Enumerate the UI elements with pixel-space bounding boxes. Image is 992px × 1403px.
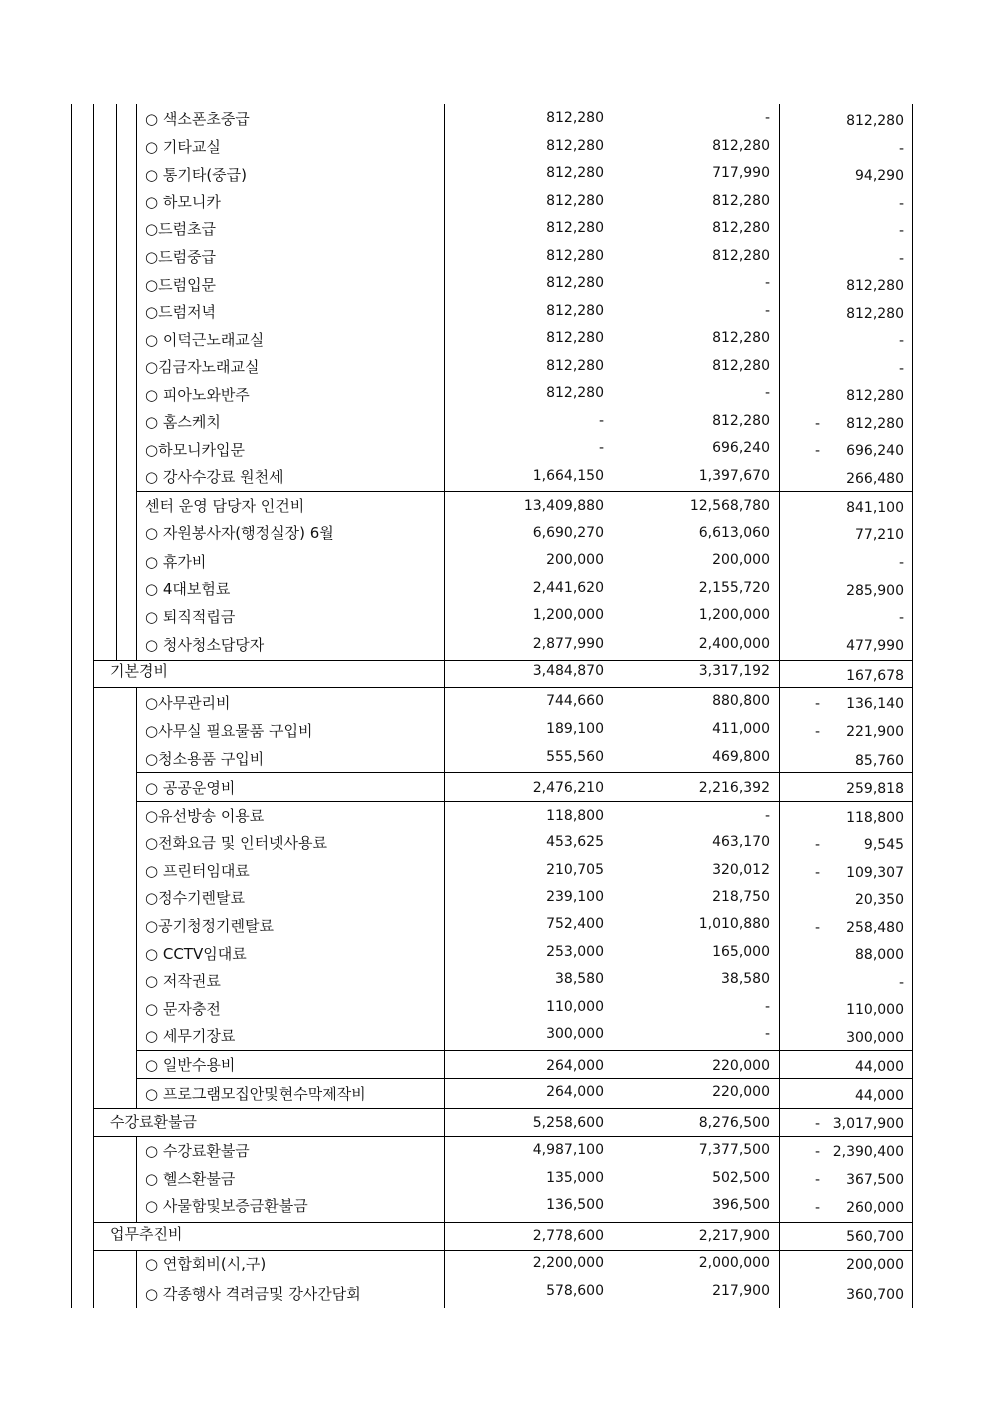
negative-sign: - [815, 920, 821, 936]
budget-value: 555,560 [546, 749, 604, 765]
row-label: ○사무관리비 [145, 694, 231, 712]
row-label: ○ CCTV임대료 [145, 945, 247, 963]
row-label: ○ 퇴직적립금 [145, 608, 236, 626]
row-label: ○ 프로그램모집안및현수막제작비 [145, 1085, 366, 1103]
difference-value: 3,017,900 [832, 1116, 904, 1132]
actual-value: - [764, 303, 770, 319]
negative-sign: - [815, 865, 821, 881]
difference-value: 812,280 [846, 113, 904, 129]
row-label: ○ 청사청소담당자 [145, 636, 265, 654]
level2-line-d [136, 1137, 137, 1222]
level2-line-b [136, 104, 137, 660]
budget-value: 2,200,000 [532, 1255, 604, 1271]
budget-value: - [598, 440, 604, 456]
row-label: ○ 피아노와반주 [145, 386, 250, 404]
actual-value: 411,000 [712, 721, 770, 737]
budget-value: 13,409,880 [523, 498, 604, 514]
difference-value: 44,000 [855, 1088, 904, 1104]
negative-sign: - [815, 1172, 821, 1188]
budget-value: 812,280 [546, 138, 604, 154]
negative-sign: - [815, 416, 821, 432]
actual-value: 1,397,670 [698, 468, 770, 484]
difference-value: - [898, 223, 904, 239]
difference-value: 300,000 [846, 1030, 904, 1046]
budget-value: 239,100 [546, 889, 604, 905]
actual-value: 2,216,392 [698, 780, 770, 796]
difference-value: - [898, 555, 904, 571]
row-label: ○ 색소폰초중급 [145, 110, 250, 128]
difference-value: 696,240 [846, 443, 904, 459]
difference-value: 167,678 [846, 668, 904, 684]
row-label: 센터 운영 담당자 인건비 [145, 497, 305, 515]
difference-value: 9,545 [863, 837, 904, 853]
actual-value: 320,012 [712, 862, 770, 878]
actual-value: 217,900 [712, 1283, 770, 1299]
actual-value: 812,280 [712, 330, 770, 346]
actual-value: 3,317,192 [698, 663, 770, 679]
actual-value: 2,400,000 [698, 636, 770, 652]
difference-value: 200,000 [846, 1257, 904, 1273]
actual-value: 717,990 [712, 165, 770, 181]
rule-general [136, 1050, 912, 1051]
difference-value: 2,390,400 [832, 1144, 904, 1160]
difference-value: 258,480 [846, 920, 904, 936]
budget-value: - [598, 413, 604, 429]
negative-sign: - [815, 1144, 821, 1160]
actual-value: - [764, 999, 770, 1015]
difference-value: - [898, 361, 904, 377]
row-label: ○ 이덕근노래교실 [145, 331, 265, 349]
rule-public-ops-bottom [136, 801, 912, 802]
budget-value: 453,625 [546, 834, 604, 850]
row-label: ○ 강사수강료 원천세 [145, 468, 284, 486]
row-label: ○ 자원봉사자(행정실장) 6월 [145, 524, 334, 542]
budget-value: 744,660 [546, 693, 604, 709]
budget-value: 2,441,620 [532, 580, 604, 596]
rule-business [93, 1222, 912, 1223]
actual-value: 469,800 [712, 749, 770, 765]
budget-value: 812,280 [546, 358, 604, 374]
actual-value: - [764, 110, 770, 126]
budget-value: 1,200,000 [532, 607, 604, 623]
actual-value: 38,580 [721, 971, 770, 987]
row-label: ○ 프린터임대료 [145, 862, 250, 880]
difference-value: 88,000 [855, 947, 904, 963]
row-label: ○ 휴가비 [145, 553, 207, 571]
outer-left-line [71, 104, 72, 1308]
actual-value: 6,613,060 [698, 525, 770, 541]
rule-public-ops [136, 772, 912, 773]
row-label: ○정수기렌탈료 [145, 889, 246, 907]
difference-value: 360,700 [846, 1287, 904, 1303]
row-label: ○유선방송 이용료 [145, 807, 265, 825]
level2-line-c [136, 688, 137, 1108]
budget-value: 300,000 [546, 1026, 604, 1042]
row-label: ○ 4대보험료 [145, 580, 231, 598]
actual-value: 812,280 [712, 248, 770, 264]
budget-value: 6,690,270 [532, 525, 604, 541]
budget-value: 812,280 [546, 330, 604, 346]
budget-value: 812,280 [546, 193, 604, 209]
outer-right-line [912, 104, 913, 1308]
budget-value: 210,705 [546, 862, 604, 878]
row-label: ○청소용품 구입비 [145, 750, 265, 768]
actual-value: 463,170 [712, 834, 770, 850]
actual-value: - [764, 275, 770, 291]
budget-value: 752,400 [546, 916, 604, 932]
difference-value: 110,000 [846, 1002, 904, 1018]
level2-line-e [136, 1251, 137, 1308]
actual-value: 8,276,500 [698, 1115, 770, 1131]
difference-value: 221,900 [846, 724, 904, 740]
budget-value: 1,664,150 [532, 468, 604, 484]
actual-value: 1,200,000 [698, 607, 770, 623]
budget-value: 110,000 [546, 999, 604, 1015]
difference-value: 812,280 [846, 278, 904, 294]
actual-value: - [764, 808, 770, 824]
difference-value: - [898, 141, 904, 157]
rule-general-mid [136, 1078, 912, 1079]
row-label: 업무추진비 [110, 1225, 183, 1243]
difference-value: - [898, 333, 904, 349]
budget-value: 2,476,210 [532, 780, 604, 796]
row-label: ○ 기타교실 [145, 138, 221, 156]
actual-value: 7,377,500 [698, 1142, 770, 1158]
difference-value: - [898, 196, 904, 212]
row-label: ○ 문자충전 [145, 1000, 221, 1018]
difference-value: 477,990 [846, 638, 904, 654]
budget-value: 3,484,870 [532, 663, 604, 679]
level2-line-a [116, 104, 117, 660]
col-budget-line [444, 104, 445, 1308]
actual-value: 2,217,900 [698, 1228, 770, 1244]
actual-value: 696,240 [712, 440, 770, 456]
actual-value: 218,750 [712, 889, 770, 905]
row-label: 기본경비 [110, 662, 168, 680]
budget-value: 2,877,990 [532, 636, 604, 652]
row-label: ○사무실 필요물품 구입비 [145, 722, 313, 740]
difference-value: 118,800 [846, 810, 904, 826]
row-label: ○ 통기타(중급) [145, 166, 248, 184]
budget-value: 2,778,600 [532, 1228, 604, 1244]
difference-value: 94,290 [855, 168, 904, 184]
negative-sign: - [815, 1200, 821, 1216]
actual-value: 812,280 [712, 413, 770, 429]
rule-refund [93, 1108, 912, 1109]
budget-value: 812,280 [546, 110, 604, 126]
budget-value: 578,600 [546, 1283, 604, 1299]
budget-value: 118,800 [546, 808, 604, 824]
row-label: ○ 공공운영비 [145, 779, 236, 797]
difference-value: 812,280 [846, 388, 904, 404]
rule-basic-expense-bottom [93, 687, 912, 688]
negative-sign: - [815, 443, 821, 459]
negative-sign: - [815, 696, 821, 712]
actual-value: 812,280 [712, 220, 770, 236]
difference-value: 136,140 [846, 696, 904, 712]
actual-value: 2,000,000 [698, 1255, 770, 1271]
difference-value: 560,700 [846, 1229, 904, 1245]
budget-value: 812,280 [546, 220, 604, 236]
negative-sign: - [815, 1116, 821, 1132]
difference-value: 841,100 [846, 500, 904, 516]
row-label: ○드럼초급 [145, 220, 217, 238]
level1-line [93, 104, 94, 1308]
actual-value: 200,000 [712, 552, 770, 568]
budget-value: 5,258,600 [532, 1115, 604, 1131]
budget-value: 812,280 [546, 303, 604, 319]
actual-value: 812,280 [712, 358, 770, 374]
difference-value: 367,500 [846, 1172, 904, 1188]
budget-value: 812,280 [546, 275, 604, 291]
row-label: ○ 홈스케치 [145, 413, 221, 431]
rule-basic-expense [93, 660, 912, 661]
difference-value: 266,480 [846, 471, 904, 487]
budget-value: 135,000 [546, 1170, 604, 1186]
rule-refund-bottom [93, 1136, 912, 1137]
budget-value: 264,000 [546, 1084, 604, 1100]
difference-value: - [898, 251, 904, 267]
difference-value: - [898, 975, 904, 991]
difference-value: 260,000 [846, 1200, 904, 1216]
actual-value: 12,568,780 [689, 498, 770, 514]
row-label: ○드럼저녁 [145, 303, 217, 321]
difference-value: 20,350 [855, 892, 904, 908]
difference-value: 285,900 [846, 583, 904, 599]
difference-value: 44,000 [855, 1059, 904, 1075]
actual-value: 220,000 [712, 1058, 770, 1074]
actual-value: 1,010,880 [698, 916, 770, 932]
difference-value: 812,280 [846, 416, 904, 432]
actual-value: 880,800 [712, 693, 770, 709]
row-label: ○ 수강료환불금 [145, 1142, 250, 1160]
budget-value: 264,000 [546, 1058, 604, 1074]
row-label: ○드럼중급 [145, 248, 217, 266]
row-label: ○ 저작권료 [145, 972, 221, 990]
difference-value: 259,818 [846, 781, 904, 797]
actual-value: 812,280 [712, 193, 770, 209]
row-label: ○ 헬스환불금 [145, 1170, 236, 1188]
budget-value: 200,000 [546, 552, 604, 568]
budget-value: 4,987,100 [532, 1142, 604, 1158]
col-actual-line [779, 104, 780, 1308]
actual-value: 502,500 [712, 1170, 770, 1186]
difference-value: 109,307 [846, 865, 904, 881]
budget-value: 136,500 [546, 1197, 604, 1213]
negative-sign: - [815, 837, 821, 853]
row-label: ○하모니카입문 [145, 441, 246, 459]
difference-value: 812,280 [846, 306, 904, 322]
row-label: ○김금자노래교실 [145, 358, 260, 376]
rule-staff [136, 491, 912, 492]
row-label: ○드럼입문 [145, 276, 217, 294]
row-label: ○ 각종행사 격려금및 강사간담회 [145, 1285, 361, 1303]
budget-value: 812,280 [546, 385, 604, 401]
difference-value: 77,210 [855, 527, 904, 543]
negative-sign: - [815, 724, 821, 740]
actual-value: 220,000 [712, 1084, 770, 1100]
actual-value: 396,500 [712, 1197, 770, 1213]
actual-value: - [764, 385, 770, 401]
row-label: ○ 세무기장료 [145, 1027, 236, 1045]
budget-value: 812,280 [546, 248, 604, 264]
actual-value: 165,000 [712, 944, 770, 960]
row-label: ○ 일반수용비 [145, 1056, 236, 1074]
row-label: ○공기청정기렌탈료 [145, 917, 275, 935]
row-label: 수강료환불금 [110, 1113, 197, 1131]
budget-value: 812,280 [546, 165, 604, 181]
budget-value: 253,000 [546, 944, 604, 960]
budget-value: 189,100 [546, 721, 604, 737]
difference-value: 85,760 [855, 753, 904, 769]
row-label: ○전화요금 및 인터넷사용료 [145, 834, 328, 852]
budget-value: 38,580 [555, 971, 604, 987]
rule-business-bottom [93, 1250, 912, 1251]
difference-value: - [898, 610, 904, 626]
row-label: ○ 사물함및보증금환불금 [145, 1197, 308, 1215]
actual-value: 2,155,720 [698, 580, 770, 596]
actual-value: 812,280 [712, 138, 770, 154]
row-label: ○ 하모니카 [145, 193, 221, 211]
actual-value: - [764, 1026, 770, 1042]
row-label: ○ 연합회비(시,구) [145, 1255, 267, 1273]
